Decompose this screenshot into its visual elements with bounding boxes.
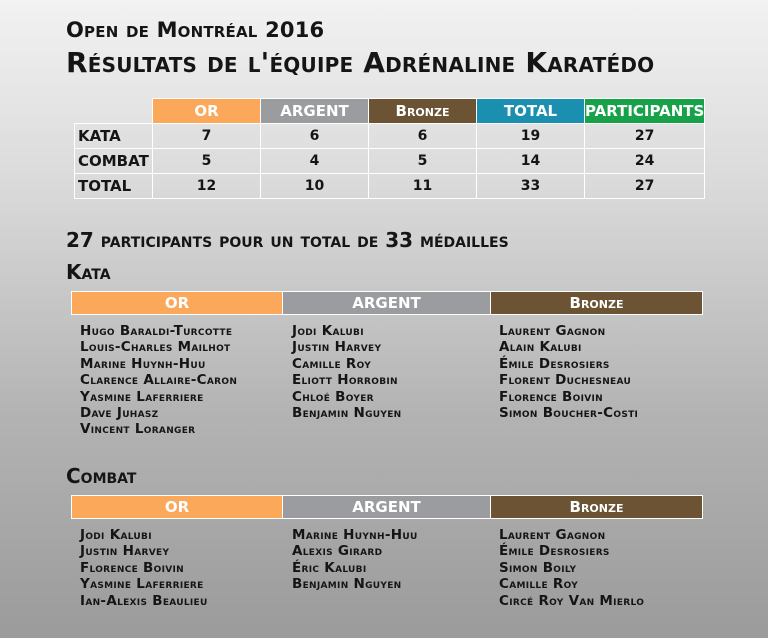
- summary-table: [74, 98, 705, 199]
- athlete-name: Ian-Alexis Beaulieu: [80, 592, 208, 609]
- athlete-name: Émile Desrosiers: [499, 543, 610, 560]
- cell-total: 33: [477, 174, 585, 199]
- athlete-name: Louis-Charles Mailhot: [80, 339, 231, 356]
- athlete-name: Eliott Horrobin: [292, 372, 398, 389]
- athlete-name: Yasmine Laferriere: [80, 576, 204, 593]
- athlete-name: Alain Kalubi: [499, 339, 582, 356]
- kata-bronze-list: [499, 323, 638, 421]
- combat-section-title: Combat: [66, 464, 137, 488]
- athlete-name: Simon Boucher-Costi: [499, 405, 639, 422]
- athlete-name: Justin Harvey: [80, 543, 170, 560]
- athlete-name: Circé Roy Van Mierlo: [499, 592, 645, 609]
- athlete-name: Florent Duchesneau: [499, 372, 632, 389]
- summary-header-or: OR: [153, 99, 261, 124]
- cell-total: 14: [477, 149, 585, 174]
- row-label: COMBAT: [75, 149, 153, 174]
- athlete-name: Marine Huynh-Huu: [80, 355, 206, 372]
- athlete-name: Chloé Boyer: [292, 388, 374, 405]
- athlete-name: Justin Harvey: [292, 339, 382, 356]
- athlete-name: Jodi Kalubi: [80, 527, 152, 543]
- athlete-name: Benjamin Nguyen: [292, 576, 402, 593]
- combat-header-argent: ARGENT: [283, 496, 491, 518]
- summary-corner: [75, 99, 153, 124]
- athlete-name: Jodi Kalubi: [292, 323, 364, 339]
- combat-header-or: OR: [72, 496, 283, 518]
- kata-medal-header: [71, 291, 703, 315]
- athlete-name: Hugo Baraldi-Turcotte: [80, 323, 233, 339]
- kata-header-bronze: Bronze: [491, 292, 702, 314]
- cell-argent: 4: [261, 149, 369, 174]
- summary-header-total: TOTAL: [477, 99, 585, 124]
- athlete-name: Dave Juhasz: [80, 405, 159, 422]
- athlete-name: Camille Roy: [499, 576, 579, 593]
- athlete-name: Vincent Loranger: [80, 421, 196, 438]
- summary-header-row: [75, 99, 705, 124]
- athlete-name: Yasmine Laferriere: [80, 388, 204, 405]
- kata-or-list: [80, 323, 237, 438]
- kata-argent-list: [292, 323, 402, 421]
- row-label: KATA: [75, 124, 153, 149]
- athlete-name: Clarence Allaire-Caron: [80, 372, 238, 389]
- cell-bronze: 6: [369, 124, 477, 149]
- summary-row-combat: [75, 149, 705, 174]
- athlete-name: Simon Boily: [499, 559, 577, 576]
- cell-total: 19: [477, 124, 585, 149]
- summary-header-bronze: Bronze: [369, 99, 477, 124]
- cell-bronze: 5: [369, 149, 477, 174]
- event-title: Open de Montréal 2016: [66, 18, 325, 42]
- athlete-name: Benjamin Nguyen: [292, 405, 402, 422]
- athlete-name: Florence Boivin: [80, 559, 184, 576]
- athlete-name: Marine Huynh-Huu: [292, 527, 418, 543]
- combat-argent-list: [292, 527, 418, 593]
- combat-bronze-list: [499, 527, 644, 609]
- cell-argent: 10: [261, 174, 369, 199]
- athlete-name: Laurent Gagnon: [499, 323, 606, 339]
- cell-participants: 24: [585, 149, 705, 174]
- summary-row-kata: [75, 124, 705, 149]
- athlete-name: Émile Desrosiers: [499, 355, 610, 372]
- cell-argent: 6: [261, 124, 369, 149]
- combat-header-bronze: Bronze: [491, 496, 702, 518]
- summary-header-participants: PARTICIPANTS: [585, 99, 705, 124]
- kata-header-or: OR: [72, 292, 283, 314]
- cell-or: 7: [153, 124, 261, 149]
- cell-bronze: 11: [369, 174, 477, 199]
- kata-section-title: Kata: [66, 260, 111, 284]
- cell-participants: 27: [585, 174, 705, 199]
- summary-row-total: [75, 174, 705, 199]
- kata-header-argent: ARGENT: [283, 292, 491, 314]
- athlete-name: Éric Kalubi: [292, 559, 367, 576]
- athlete-name: Alexis Girard: [292, 543, 383, 560]
- cell-or: 5: [153, 149, 261, 174]
- summary-headline: 27 participants pour un total de 33 médailles: [66, 228, 509, 252]
- row-label: TOTAL: [75, 174, 153, 199]
- athlete-name: Laurent Gagnon: [499, 527, 606, 543]
- cell-participants: 27: [585, 124, 705, 149]
- cell-or: 12: [153, 174, 261, 199]
- combat-medal-header: [71, 495, 703, 519]
- athlete-name: Florence Boivin: [499, 388, 603, 405]
- athlete-name: Camille Roy: [292, 355, 372, 372]
- summary-header-argent: ARGENT: [261, 99, 369, 124]
- combat-or-list: [80, 527, 208, 609]
- page-title: Résultats de l'équipe Adrénaline Karatédo: [66, 46, 655, 79]
